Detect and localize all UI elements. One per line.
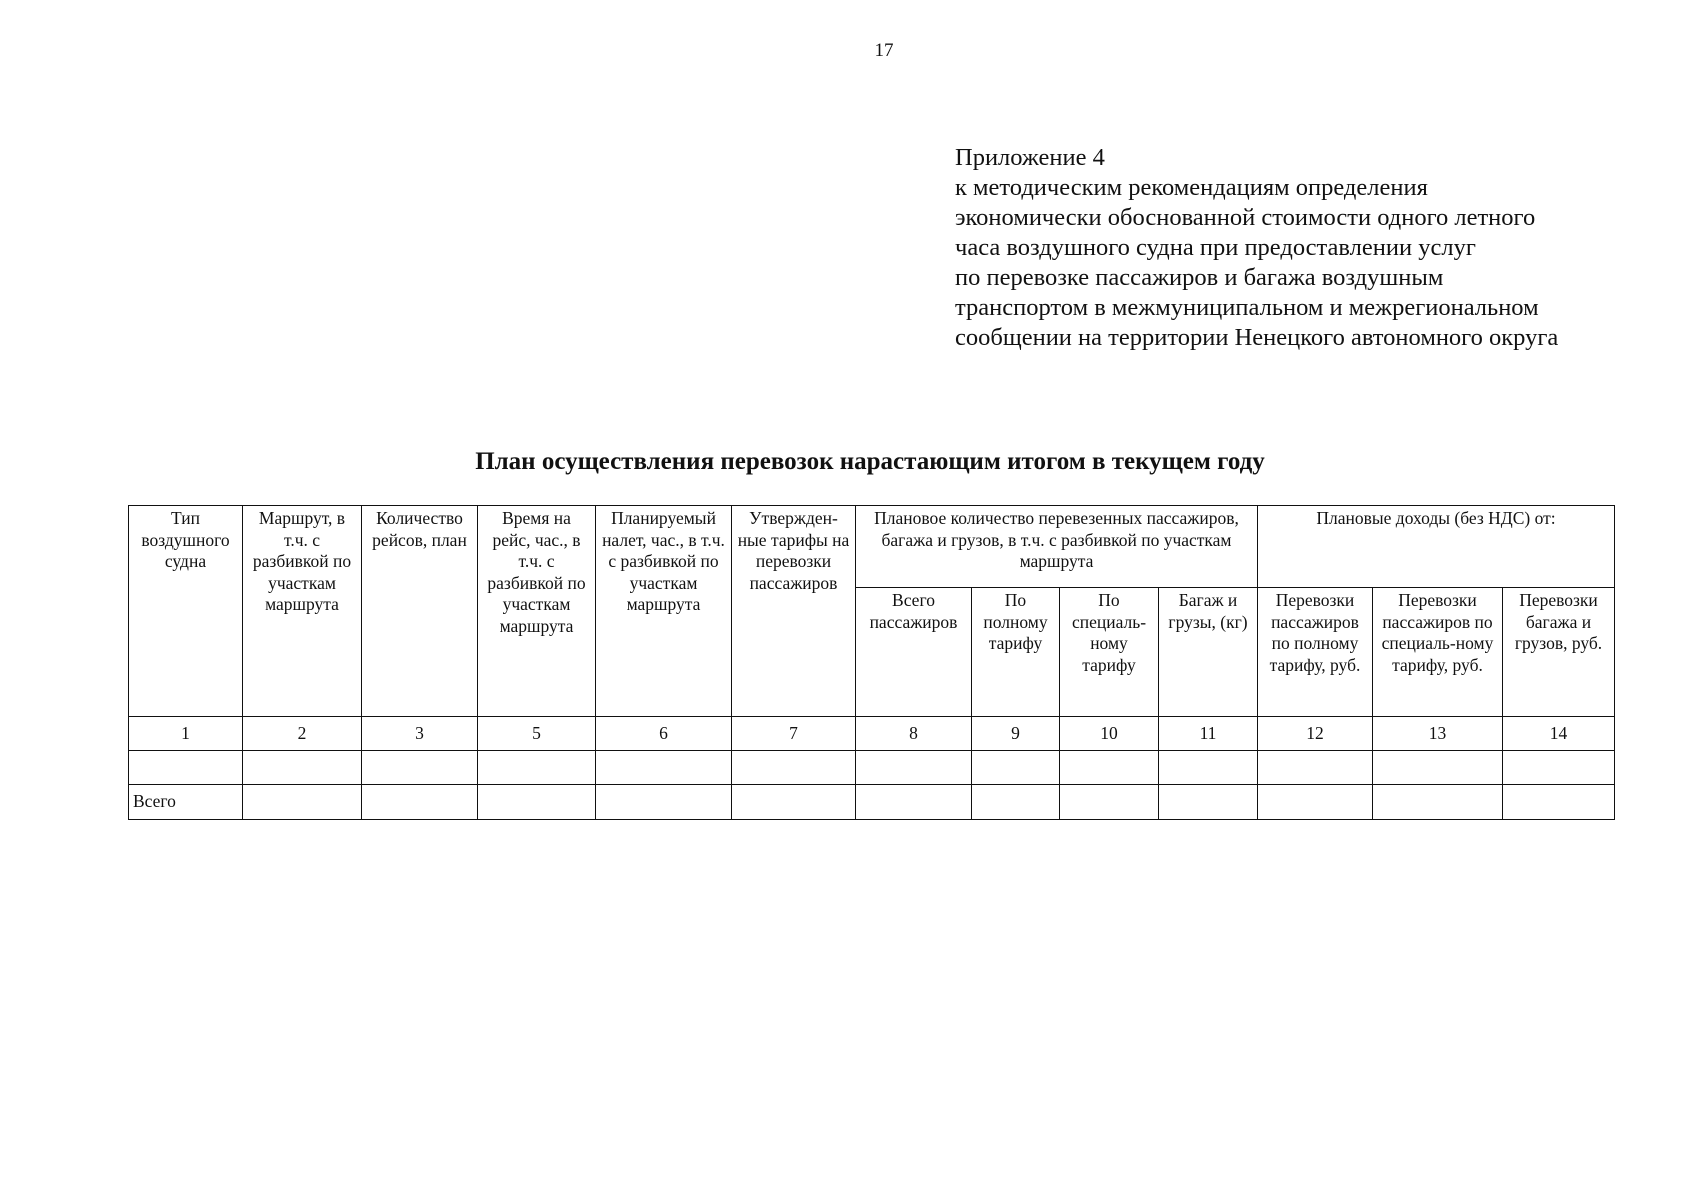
- column-number: 1: [129, 717, 243, 751]
- header-tariffs: Утвержден-ные тарифы на перевозки пассажиров: [732, 506, 856, 717]
- appendix-line: к методическим рекомендациям определения: [955, 174, 1428, 201]
- total-row: [129, 785, 1615, 820]
- table-cell: [243, 751, 362, 785]
- column-number: 2: [243, 717, 362, 751]
- appendix-line: по перевозке пассажиров и багажа воздушным: [955, 264, 1444, 291]
- table-cell: [362, 785, 478, 820]
- document-title: План осуществления перевозок нарастающим итогом в текущем году: [475, 448, 1265, 475]
- table-cell: [129, 751, 243, 785]
- appendix-line: транспортом в межмуниципальном и межрегиональном: [955, 294, 1539, 321]
- appendix-line: экономически обоснованной стоимости одного летного: [955, 204, 1536, 231]
- appendix-line: Приложение 4: [955, 144, 1105, 171]
- column-number: 12: [1258, 717, 1373, 751]
- appendix-line: сообщении на территории Ненецкого автономного округа: [955, 324, 1559, 351]
- table-cell: [1060, 785, 1159, 820]
- table-cell: [362, 751, 478, 785]
- table-cell: [478, 785, 596, 820]
- header-planned-volume-group: Плановое количество перевезенных пассажиров, багажа и грузов, в т.ч. с разбивкой по участкам маршрута: [856, 506, 1258, 588]
- table-row: [129, 751, 1615, 785]
- total-label: Всего: [129, 785, 243, 820]
- table-cell: [478, 751, 596, 785]
- table-cell: [1159, 751, 1258, 785]
- header-flight-time: Время на рейс, час., в т.ч. с разбивкой по участкам маршрута: [478, 506, 596, 717]
- table-cell: [856, 751, 972, 785]
- table-cell: [972, 751, 1060, 785]
- column-number: 3: [362, 717, 478, 751]
- header-route: Маршрут, в т.ч. с разбивкой по участкам маршрута: [243, 506, 362, 717]
- header-special-tariff: По специаль-ному тарифу: [1060, 588, 1159, 717]
- table-cell: [1503, 751, 1615, 785]
- header-full-tariff: По полному тарифу: [972, 588, 1060, 717]
- header-row: [129, 506, 1615, 588]
- table-cell: [1159, 785, 1258, 820]
- column-number: 7: [732, 717, 856, 751]
- header-income-full: Перевозки пассажиров по полному тарифу, руб.: [1258, 588, 1373, 717]
- header-income-baggage: Перевозки багажа и грузов, руб.: [1503, 588, 1615, 717]
- page-number: 17: [874, 40, 894, 61]
- header-flights-count: Количество рейсов, план: [362, 506, 478, 717]
- table-cell: [732, 785, 856, 820]
- column-number: 14: [1503, 717, 1615, 751]
- column-number: 5: [478, 717, 596, 751]
- appendix-block: [955, 143, 1655, 353]
- table-cell: [1373, 785, 1503, 820]
- header-total-passengers: Всего пассажиров: [856, 588, 972, 717]
- table-cell: [596, 785, 732, 820]
- table-cell: [856, 785, 972, 820]
- table-cell: [596, 751, 732, 785]
- column-number-row: [129, 717, 1615, 751]
- column-number: 11: [1159, 717, 1258, 751]
- table-cell: [1258, 751, 1373, 785]
- column-number: 10: [1060, 717, 1159, 751]
- table-cell: [1060, 751, 1159, 785]
- table-cell: [1503, 785, 1615, 820]
- table-cell: [243, 785, 362, 820]
- header-aircraft-type: Тип воздушного судна: [129, 506, 243, 717]
- header-baggage-cargo: Багаж и грузы, (кг): [1159, 588, 1258, 717]
- table-cell: [1258, 785, 1373, 820]
- column-number: 9: [972, 717, 1060, 751]
- table-cell: [1373, 751, 1503, 785]
- header-planned-income-group: Плановые доходы (без НДС) от:: [1258, 506, 1615, 588]
- header-planned-hours: Планируемый налет, час., в т.ч. с разбивкой по участкам маршрута: [596, 506, 732, 717]
- table-cell: [972, 785, 1060, 820]
- appendix-line: часа воздушного судна при предоставлении услуг: [955, 234, 1476, 261]
- column-number: 13: [1373, 717, 1503, 751]
- column-number: 8: [856, 717, 972, 751]
- column-number: 6: [596, 717, 732, 751]
- plan-table: [128, 505, 1615, 820]
- table-cell: [732, 751, 856, 785]
- header-income-special: Перевозки пассажиров по специаль-ному тарифу, руб.: [1373, 588, 1503, 717]
